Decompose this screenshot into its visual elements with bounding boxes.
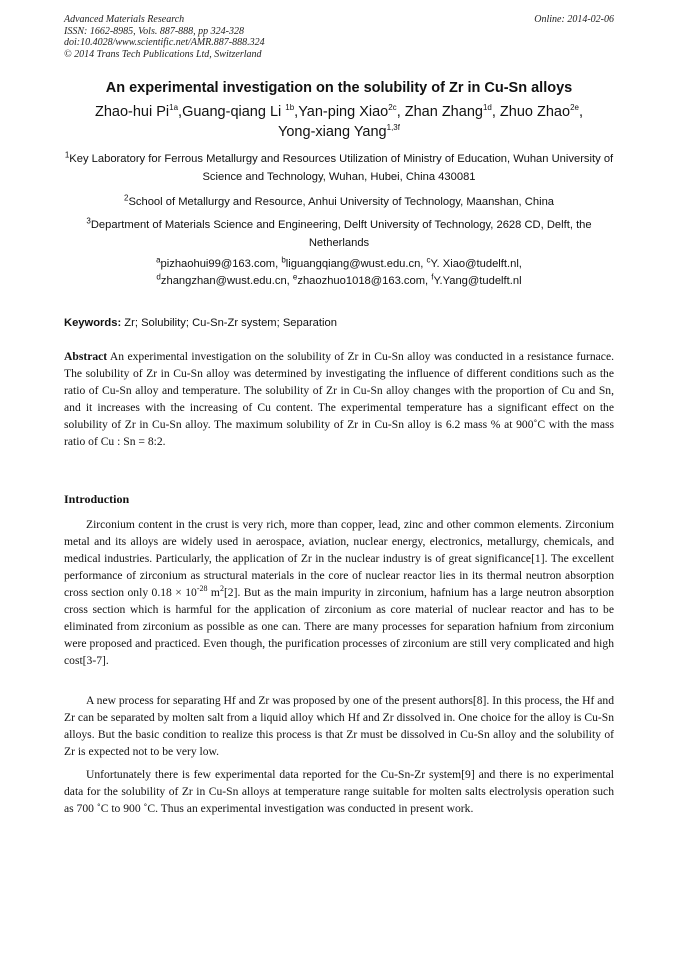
doi-link[interactable]: doi:10.4028/www.scientific.net/AMR.887-888.324: [64, 37, 265, 48]
affiliation-3: [64, 216, 614, 252]
intro-paragraph-3: [64, 766, 614, 817]
keywords: [64, 317, 614, 329]
affiliation-text: School of Metallurgy and Resource, Anhui University of Technology, Maanshan, China: [128, 196, 555, 208]
affiliation-sup: 2: [123, 193, 129, 203]
email-link[interactable]: Y. Xiao@tudelft.nl,: [430, 258, 522, 270]
email-sup: b: [281, 255, 286, 265]
email-sup: a: [156, 255, 161, 265]
paragraph-text: A new process for separating Hf and Zr was proposed by one of the present authors[8]. In this process, the Hf and Zr can be separated by molten salt from a liquid alloy which Hf and Zr dissolved in. One choice for the alloy is Cu-Sn alloys. But the basic condition to realize this process is that Zr must be dissolved in Cu-Sn alloy and the solubility of Zr is expected not to be very low.: [64, 694, 614, 758]
paper-title: An experimental investigation on the solubility of Zr in Cu-Sn alloys: [105, 80, 573, 96]
author-list: Zhao-hui $Pi^{1a},Guang$-qiang Li $^{1b}$,Yan-ping Xiao$^{2c}$, Zhan Zhang$^{1d}$, Zhuo Zhao$^{2e}$, Yong-xiang Yang$^{1,3f}$: [94, 103, 583, 140]
email-list: [64, 256, 614, 290]
exponent: 2: [219, 584, 224, 594]
author-name: Guang-qiang Li: [182, 104, 286, 120]
paragraph-text: Zirconium content in the crust is very rich, more than copper, lead, zinc and other common elements. Zirconium metal and its alloys are widely used in aerospace, aviation, nuclear energy, electronics, metallurgy, chemicals, and medical industries. Particularly, the application of Zr in the nuclear industry is of great significance[1]. The excellent performance of zirconium as structural materials in the core of nuclear reactor lies in its thermal neutron absorption cross section only 0.18 × 10: [64, 518, 614, 599]
email-link[interactable]: Y.Yang@tudelft.nl: [433, 275, 522, 287]
author-name: Yong-xiang Yang: [278, 124, 387, 140]
affiliation-text: Department of Materials Science and Engineering, Delft University of Technology, 2628 CD, Delft, the Netherlands: [90, 219, 592, 249]
abstract-label: Abstract: [64, 350, 108, 363]
introduction-heading: Introduction: [64, 492, 130, 506]
email-sup: e: [292, 272, 298, 282]
email-sup: f: [431, 272, 434, 282]
journal-name: Advanced Materials Research: [64, 14, 185, 25]
publication-meta: [64, 14, 265, 60]
abstract: [64, 348, 614, 450]
author-sup: 1,3f: [386, 123, 400, 133]
email-link[interactable]: liguangqiang@wust.edu.cn,: [285, 258, 427, 270]
email-sup: d: [156, 272, 161, 282]
paragraph-text: [2]. But as the main impurity in zirconium, hafnium has a large neutron absorption cross section which is harmful for the application of zirconium as core material of nuclear reactor and has to be eliminated from zirconium as possible as one can. There are many processes for separation hafnium from zirconium were proposed and practiced. Even though, the purification processes of zirconium are still very complicated and high cost[3-7].: [64, 586, 614, 667]
author-sup: 1b: [285, 103, 295, 113]
author-sup: 2c: [388, 103, 397, 113]
author-sup: 1a: [169, 103, 179, 113]
exponent: -28: [196, 584, 208, 594]
author-name: Zhan Zhang: [404, 104, 483, 120]
online-date: Online: 2014-02-06: [534, 14, 614, 25]
author-name: Zhuo Zhao: [499, 104, 571, 120]
email-link[interactable]: pizhaohui99@163.com,: [160, 258, 282, 270]
affiliation-sup: 3: [86, 216, 91, 226]
intro-paragraph-2: [64, 692, 614, 760]
email-link[interactable]: zhangzhan@wust.edu.cn,: [160, 275, 293, 287]
email-sup: c: [426, 255, 431, 265]
abstract-text: An experimental investigation on the solubility of Zr in Cu-Sn alloy was conducted in a resistance furnace. The solubility of Zr in Cu-Sn alloy was determined by investigating the influence of different conditions such as the ratio of Cu-Sn alloy and temperature. The solubility of Zr in Cu-Sn alloy changes with the proportion of Cu and Sn, and it increases with the increasing of Cu content. The experimental temperature has a significant effect on the solubility of Zr in Cu-Sn alloy. The maximum solubility of Zr in Cu-Sn alloy is 6.2 mass % at 900˚C with the mass ratio of Cu : Sn = 8:2.: [64, 350, 614, 448]
author-sup: 2e: [570, 103, 579, 113]
keywords-text: Zr; Solubility; Cu-Sn-Zr system; Separation: [121, 317, 337, 329]
paragraph-text: Unfortunately there is few experimental data reported for the Cu-Sn-Zr system[9] and there is no experimental data for the solubility of Zr in Cu-Sn alloys at temperature range suitable for molten salts electrolysis operation such as 700 ˚C to 900 ˚C. Thus an experimental investigation was conducted in present work.: [64, 768, 614, 815]
author-name: Yan-ping Xiao: [298, 104, 389, 120]
author-sup: 1d: [482, 103, 492, 113]
affiliation-text: Key Laboratory for Ferrous Metallurgy and Resources Utilization of Ministry of Education, Wuhan University of Science and Technology, Wuhan, Hubei, China 430081: [69, 153, 614, 183]
email-link[interactable]: zhaozhuo1018@163.com,: [297, 275, 432, 287]
paragraph-text: m: [207, 586, 220, 599]
issn-line: ISSN: 1662-8985, Vols. 887-888, pp 324-328: [64, 25, 244, 37]
author-name: Zhao-hui Pi: [94, 104, 170, 120]
keywords-label: Keywords:: [64, 317, 122, 329]
affiliation-1: [64, 150, 614, 186]
intro-paragraph-1: [64, 516, 614, 669]
affiliation-sup: 1: [64, 150, 70, 160]
affiliation-2: [64, 193, 614, 211]
copyright-line: © 2014 Trans Tech Publications Ltd, Switzerland: [64, 48, 262, 60]
